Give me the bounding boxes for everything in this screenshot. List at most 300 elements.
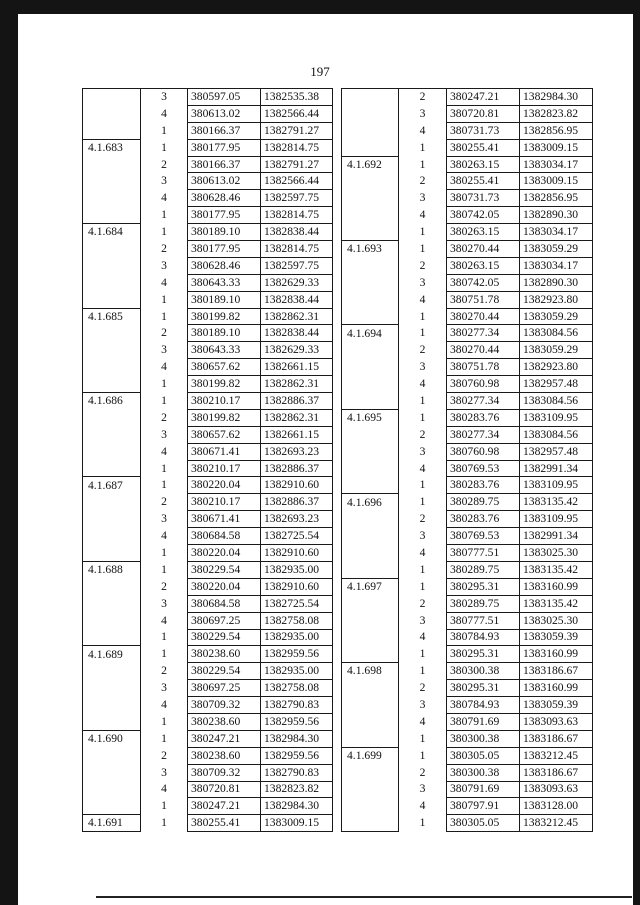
- x-coordinate-cell: 380305.05: [447, 815, 520, 832]
- table-row: [83, 561, 333, 578]
- y-coordinate-cell: 1383093.63: [520, 713, 593, 730]
- point-number-cell: 3: [161, 174, 167, 188]
- x-coordinate-cell: 380643.33: [188, 274, 261, 291]
- point-number-cell: 4: [161, 360, 167, 374]
- table-row: [342, 207, 593, 224]
- y-coordinate-cell: 1382935.00: [261, 663, 333, 680]
- y-coordinate-cell: 1383034.17: [520, 156, 593, 173]
- parcel-id-cell: [342, 190, 399, 207]
- parcel-id-cell: [83, 207, 141, 224]
- table-row: [342, 426, 593, 443]
- table-row: [342, 376, 593, 393]
- y-coordinate-cell: 1383009.15: [520, 173, 593, 190]
- y-coordinate-cell: 1383059.29: [520, 241, 593, 258]
- table-row: [83, 257, 333, 274]
- x-coordinate-cell: 380731.73: [447, 190, 520, 207]
- point-number-cell: 3: [419, 191, 426, 205]
- table-row: [83, 122, 333, 139]
- parcel-id-cell: [342, 139, 399, 156]
- x-coordinate-cell: 380760.98: [447, 376, 520, 393]
- point-number-cell: 4: [419, 714, 426, 728]
- parcel-id-cell: [83, 426, 141, 443]
- point-number-cell: 1: [161, 123, 167, 137]
- x-coordinate-cell: 380628.46: [188, 257, 261, 274]
- point-number-cell: 2: [419, 765, 426, 779]
- y-coordinate-cell: 1382910.60: [261, 477, 333, 494]
- parcel-id-cell: [342, 697, 399, 714]
- table-row: [342, 561, 593, 578]
- y-coordinate-cell: 1383025.30: [520, 545, 593, 562]
- parcel-id-cell: [342, 612, 399, 629]
- y-coordinate-cell: 1382957.48: [520, 376, 593, 393]
- table-row: [83, 359, 333, 376]
- point-number-cell: 1: [419, 309, 426, 323]
- y-coordinate-cell: 1383034.17: [520, 224, 593, 241]
- parcel-id-cell: [83, 494, 141, 511]
- table-row: [342, 764, 593, 781]
- table-row: [83, 730, 333, 747]
- table-row: [83, 156, 333, 173]
- parcel-id-cell: 4.1.692: [342, 156, 399, 173]
- parcel-id-cell: 4.1.694: [342, 325, 399, 342]
- table-row: [83, 511, 333, 528]
- x-coordinate-cell: 380210.17: [188, 460, 261, 477]
- parcel-id-cell: [342, 595, 399, 612]
- x-coordinate-cell: 380277.34: [447, 426, 520, 443]
- x-coordinate-cell: 380791.69: [447, 781, 520, 798]
- y-coordinate-cell: 1382856.95: [520, 122, 593, 139]
- table-row: [342, 122, 593, 139]
- x-coordinate-cell: 380769.53: [447, 528, 520, 545]
- parcel-id-cell: [342, 781, 399, 798]
- point-number-cell: 2: [419, 258, 426, 272]
- y-coordinate-cell: 1383084.56: [520, 426, 593, 443]
- x-coordinate-cell: 380263.15: [447, 257, 520, 274]
- table-row: [83, 224, 333, 241]
- x-coordinate-cell: 380720.81: [188, 781, 261, 798]
- y-coordinate-cell: 1383160.99: [520, 680, 593, 697]
- x-coordinate-cell: 380229.54: [188, 561, 261, 578]
- parcel-id-cell: [342, 730, 399, 747]
- table-row: [342, 595, 593, 612]
- parcel-id-cell: [342, 257, 399, 274]
- table-row: [83, 595, 333, 612]
- x-coordinate-cell: 380199.82: [188, 308, 261, 325]
- x-coordinate-cell: 380283.76: [447, 511, 520, 528]
- point-number-cell: 4: [419, 208, 426, 222]
- point-number-cell: 1: [419, 393, 426, 407]
- x-coordinate-cell: 380263.15: [447, 156, 520, 173]
- parcel-id-cell: [83, 342, 141, 359]
- parcel-id-cell: [342, 105, 399, 122]
- parcel-id-cell: [83, 713, 141, 730]
- parcel-id-cell: [342, 815, 399, 832]
- y-coordinate-cell: 1382838.44: [261, 325, 333, 342]
- y-coordinate-cell: 1382991.34: [520, 460, 593, 477]
- x-coordinate-cell: 380277.34: [447, 393, 520, 410]
- y-coordinate-cell: 1383109.95: [520, 409, 593, 426]
- x-coordinate-cell: 380295.31: [447, 680, 520, 697]
- point-number-cell: 4: [161, 782, 167, 796]
- x-coordinate-cell: 380300.38: [447, 764, 520, 781]
- point-number-cell: 1: [161, 292, 167, 306]
- parcel-id-cell: [83, 663, 141, 680]
- parcel-id-cell: 4.1.686: [83, 393, 141, 410]
- x-coordinate-cell: 380247.21: [188, 798, 261, 815]
- x-coordinate-cell: 380742.05: [447, 274, 520, 291]
- parcel-id-cell: [342, 545, 399, 562]
- x-coordinate-cell: 380283.76: [447, 409, 520, 426]
- table-row: [83, 376, 333, 393]
- y-coordinate-cell: 1383135.42: [520, 494, 593, 511]
- x-coordinate-cell: 380289.75: [447, 494, 520, 511]
- parcel-id-cell: [83, 781, 141, 798]
- point-number-cell: 4: [161, 444, 167, 458]
- parcel-id-cell: [342, 274, 399, 291]
- table-row: [83, 139, 333, 156]
- table-row: [83, 409, 333, 426]
- parcel-id-cell: [342, 291, 399, 308]
- x-coordinate-cell: 380657.62: [188, 426, 261, 443]
- table-row: [342, 815, 593, 832]
- y-coordinate-cell: 1382629.33: [261, 342, 333, 359]
- parcel-id-cell: [83, 798, 141, 815]
- x-coordinate-cell: 380210.17: [188, 393, 261, 410]
- table-row: [83, 291, 333, 308]
- y-coordinate-cell: 1382838.44: [261, 291, 333, 308]
- y-coordinate-cell: 1383128.00: [520, 798, 593, 815]
- x-coordinate-cell: 380760.98: [447, 443, 520, 460]
- table-row: [342, 781, 593, 798]
- table-row: [342, 190, 593, 207]
- parcel-id-cell: [83, 680, 141, 697]
- point-number-cell: 3: [419, 698, 426, 711]
- table-row: [83, 308, 333, 325]
- coordinates-table-left: [82, 88, 333, 832]
- point-number-cell: 4: [161, 529, 167, 543]
- x-coordinate-cell: 380199.82: [188, 409, 261, 426]
- scan-edge-top: [0, 0, 640, 14]
- parcel-id-cell: 4.1.684: [83, 224, 141, 241]
- x-coordinate-cell: 380751.78: [447, 291, 520, 308]
- parcel-id-cell: [342, 646, 399, 663]
- table-row: [83, 781, 333, 798]
- y-coordinate-cell: 1382935.00: [261, 629, 333, 646]
- y-coordinate-cell: 1382991.34: [520, 528, 593, 545]
- x-coordinate-cell: 380797.91: [447, 798, 520, 815]
- y-coordinate-cell: 1382725.54: [261, 595, 333, 612]
- table-row: [342, 409, 593, 426]
- parcel-id-cell: [83, 612, 141, 629]
- parcel-id-cell: 4.1.688: [83, 561, 141, 578]
- y-coordinate-cell: 1382566.44: [261, 105, 333, 122]
- table-row: [342, 274, 593, 291]
- table-row: [342, 612, 593, 629]
- parcel-id-cell: [342, 798, 399, 815]
- point-number-cell: 1: [161, 545, 167, 559]
- table-row: [83, 89, 333, 106]
- parcel-id-cell: [342, 89, 399, 106]
- y-coordinate-cell: 1383160.99: [520, 646, 593, 663]
- point-number-cell: 2: [419, 681, 426, 695]
- x-coordinate-cell: 380684.58: [188, 528, 261, 545]
- parcel-id-cell: [342, 629, 399, 646]
- x-coordinate-cell: 380255.41: [447, 139, 520, 156]
- x-coordinate-cell: 380295.31: [447, 646, 520, 663]
- y-coordinate-cell: 1382910.60: [261, 578, 333, 595]
- point-number-cell: 2: [419, 427, 426, 441]
- parcel-id-cell: [83, 257, 141, 274]
- y-coordinate-cell: 1382923.80: [520, 291, 593, 308]
- x-coordinate-cell: 380220.04: [188, 477, 261, 494]
- x-coordinate-cell: 380177.95: [188, 139, 261, 156]
- parcel-id-cell: [83, 359, 141, 376]
- x-coordinate-cell: 380238.60: [188, 747, 261, 764]
- x-coordinate-cell: 380777.51: [447, 612, 520, 629]
- y-coordinate-cell: 1383009.15: [261, 815, 333, 832]
- x-coordinate-cell: 380263.15: [447, 224, 520, 241]
- table-row: [342, 697, 593, 714]
- x-coordinate-cell: 380295.31: [447, 578, 520, 595]
- x-coordinate-cell: 380238.60: [188, 646, 261, 663]
- point-number-cell: 2: [161, 326, 167, 340]
- point-number-cell: 3: [419, 360, 426, 374]
- y-coordinate-cell: 1383093.63: [520, 781, 593, 798]
- table-row: [83, 764, 333, 781]
- y-coordinate-cell: 1382862.31: [261, 409, 333, 426]
- y-coordinate-cell: 1382814.75: [261, 241, 333, 258]
- point-number-cell: 1: [161, 393, 167, 407]
- y-coordinate-cell: 1382984.30: [261, 730, 333, 747]
- table-row: [342, 545, 593, 562]
- x-coordinate-cell: 380300.38: [447, 730, 520, 747]
- point-number-cell: 1: [419, 731, 426, 745]
- parcel-id-cell: [83, 190, 141, 207]
- parcel-id-cell: [83, 325, 141, 342]
- table-row: [83, 274, 333, 291]
- table-row: [342, 342, 593, 359]
- coordinates-table-right-body: [342, 89, 593, 832]
- parcel-id-cell: [83, 274, 141, 291]
- point-number-cell: 4: [161, 613, 167, 627]
- y-coordinate-cell: 1382984.30: [261, 798, 333, 815]
- y-coordinate-cell: 1383186.67: [520, 764, 593, 781]
- x-coordinate-cell: 380283.76: [447, 477, 520, 494]
- table-row: [83, 663, 333, 680]
- y-coordinate-cell: 1382886.37: [261, 460, 333, 477]
- point-number-cell: 1: [419, 241, 426, 255]
- point-number-cell: 1: [419, 495, 426, 509]
- x-coordinate-cell: 380270.44: [447, 308, 520, 325]
- parcel-id-cell: [83, 173, 141, 190]
- table-row: [83, 241, 333, 258]
- point-number-cell: 4: [161, 191, 167, 205]
- y-coordinate-cell: 1382597.75: [261, 257, 333, 274]
- x-coordinate-cell: 380220.04: [188, 545, 261, 562]
- point-number-cell: 3: [161, 258, 167, 272]
- point-number-cell: 4: [161, 275, 167, 289]
- x-coordinate-cell: 380189.10: [188, 325, 261, 342]
- y-coordinate-cell: 1382862.31: [261, 376, 333, 393]
- table-row: [342, 257, 593, 274]
- y-coordinate-cell: 1383059.39: [520, 697, 593, 714]
- table-row: [342, 528, 593, 545]
- y-coordinate-cell: 1382597.75: [261, 190, 333, 207]
- parcel-id-cell: [342, 680, 399, 697]
- y-coordinate-cell: 1382661.15: [261, 426, 333, 443]
- point-number-cell: 1: [419, 225, 426, 239]
- point-number-cell: 3: [419, 444, 426, 458]
- table-row: [83, 477, 333, 494]
- parcel-id-cell: [342, 342, 399, 359]
- x-coordinate-cell: 380597.05: [188, 89, 261, 106]
- y-coordinate-cell: 1383059.29: [520, 308, 593, 325]
- y-coordinate-cell: 1382790.83: [261, 697, 333, 714]
- y-coordinate-cell: 1382693.23: [261, 443, 333, 460]
- point-number-cell: 1: [161, 377, 167, 391]
- point-number-cell: 1: [161, 140, 167, 154]
- table-row: [342, 460, 593, 477]
- coordinates-table-left-body: [83, 89, 333, 832]
- parcel-id-cell: [342, 561, 399, 578]
- y-coordinate-cell: 1383212.45: [520, 815, 593, 832]
- y-coordinate-cell: 1382959.56: [261, 747, 333, 764]
- x-coordinate-cell: 380709.32: [188, 697, 261, 714]
- point-number-cell: 1: [161, 816, 167, 830]
- table-row: [342, 477, 593, 494]
- parcel-id-cell: [83, 443, 141, 460]
- point-number-cell: 2: [419, 596, 426, 610]
- parcel-id-cell: 4.1.695: [342, 409, 399, 426]
- x-coordinate-cell: 380657.62: [188, 359, 261, 376]
- coordinates-table-right: [341, 88, 593, 832]
- point-number-cell: 1: [161, 225, 167, 239]
- table-row: [342, 578, 593, 595]
- point-number-cell: 4: [419, 123, 426, 137]
- y-coordinate-cell: 1383186.67: [520, 663, 593, 680]
- x-coordinate-cell: 380671.41: [188, 511, 261, 528]
- y-coordinate-cell: 1382886.37: [261, 494, 333, 511]
- x-coordinate-cell: 380255.41: [188, 815, 261, 832]
- y-coordinate-cell: 1382959.56: [261, 713, 333, 730]
- parcel-id-cell: [83, 156, 141, 173]
- table-row: [342, 156, 593, 173]
- y-coordinate-cell: 1383059.29: [520, 342, 593, 359]
- x-coordinate-cell: 380643.33: [188, 342, 261, 359]
- point-number-cell: 1: [419, 140, 426, 154]
- table-row: [83, 325, 333, 342]
- table-row: [83, 697, 333, 714]
- y-coordinate-cell: 1383212.45: [520, 747, 593, 764]
- parcel-id-cell: [342, 224, 399, 241]
- point-number-cell: 3: [161, 681, 167, 695]
- parcel-id-cell: 4.1.687: [83, 477, 141, 494]
- y-coordinate-cell: 1382790.83: [261, 764, 333, 781]
- table-row: [342, 359, 593, 376]
- y-coordinate-cell: 1383084.56: [520, 393, 593, 410]
- x-coordinate-cell: 380784.93: [447, 629, 520, 646]
- table-row: [83, 680, 333, 697]
- table-row: [342, 291, 593, 308]
- table-row: [342, 325, 593, 342]
- parcel-id-cell: [342, 713, 399, 730]
- x-coordinate-cell: 380305.05: [447, 747, 520, 764]
- y-coordinate-cell: 1382791.27: [261, 122, 333, 139]
- parcel-id-cell: 4.1.691: [83, 815, 141, 832]
- point-number-cell: 1: [419, 816, 426, 830]
- y-coordinate-cell: 1382923.80: [520, 359, 593, 376]
- parcel-id-cell: [83, 578, 141, 595]
- parcel-id-cell: [342, 393, 399, 410]
- point-number-cell: 1: [161, 630, 167, 644]
- x-coordinate-cell: 380709.32: [188, 764, 261, 781]
- table-row: [342, 680, 593, 697]
- x-coordinate-cell: 380270.44: [447, 342, 520, 359]
- y-coordinate-cell: 1382856.95: [520, 190, 593, 207]
- point-number-cell: 1: [419, 748, 426, 762]
- x-coordinate-cell: 380697.25: [188, 680, 261, 697]
- table-row: [83, 798, 333, 815]
- point-number-cell: 1: [419, 157, 426, 171]
- parcel-id-cell: [342, 460, 399, 477]
- x-coordinate-cell: 380210.17: [188, 494, 261, 511]
- x-coordinate-cell: 380613.02: [188, 105, 261, 122]
- point-number-cell: 4: [419, 630, 426, 644]
- parcel-id-cell: [342, 443, 399, 460]
- scan-edge-right: [633, 0, 640, 905]
- scan-edge-bottom: [96, 896, 632, 898]
- x-coordinate-cell: 380177.95: [188, 207, 261, 224]
- y-coordinate-cell: 1383135.42: [520, 595, 593, 612]
- y-coordinate-cell: 1382957.48: [520, 443, 593, 460]
- table-row: [83, 545, 333, 562]
- x-coordinate-cell: 380247.21: [188, 730, 261, 747]
- y-coordinate-cell: 1383034.17: [520, 257, 593, 274]
- parcel-id-cell: [83, 747, 141, 764]
- parcel-id-cell: [342, 477, 399, 494]
- point-number-cell: 4: [419, 545, 426, 559]
- point-number-cell: 3: [141, 89, 188, 106]
- parcel-id-cell: 4.1.696: [342, 494, 399, 511]
- point-number-cell: 4: [419, 461, 426, 475]
- point-number-cell: 4: [161, 698, 167, 711]
- table-row: [342, 443, 593, 460]
- x-coordinate-cell: 380742.05: [447, 207, 520, 224]
- y-coordinate-cell: 1383084.56: [520, 325, 593, 342]
- table-row: [83, 528, 333, 545]
- y-coordinate-cell: 1382725.54: [261, 528, 333, 545]
- parcel-id-cell: [83, 376, 141, 393]
- table-row: [83, 105, 333, 122]
- y-coordinate-cell: 1382862.31: [261, 308, 333, 325]
- point-number-cell: 3: [161, 596, 167, 610]
- y-coordinate-cell: 1382935.00: [261, 561, 333, 578]
- table-row: [342, 713, 593, 730]
- x-coordinate-cell: 380289.75: [447, 561, 520, 578]
- parcel-id-cell: [342, 207, 399, 224]
- page-number: 197: [310, 64, 330, 79]
- y-coordinate-cell: 1382566.44: [261, 173, 333, 190]
- table-row: [83, 629, 333, 646]
- y-coordinate-cell: 1383059.39: [520, 629, 593, 646]
- point-number-cell: 1: [419, 562, 426, 576]
- y-coordinate-cell: 1382890.30: [520, 274, 593, 291]
- table-row: [342, 663, 593, 680]
- y-coordinate-cell: 1382823.82: [261, 781, 333, 798]
- y-coordinate-cell: 1382535.38: [261, 89, 333, 106]
- table-row: [342, 730, 593, 747]
- x-coordinate-cell: 380777.51: [447, 545, 520, 562]
